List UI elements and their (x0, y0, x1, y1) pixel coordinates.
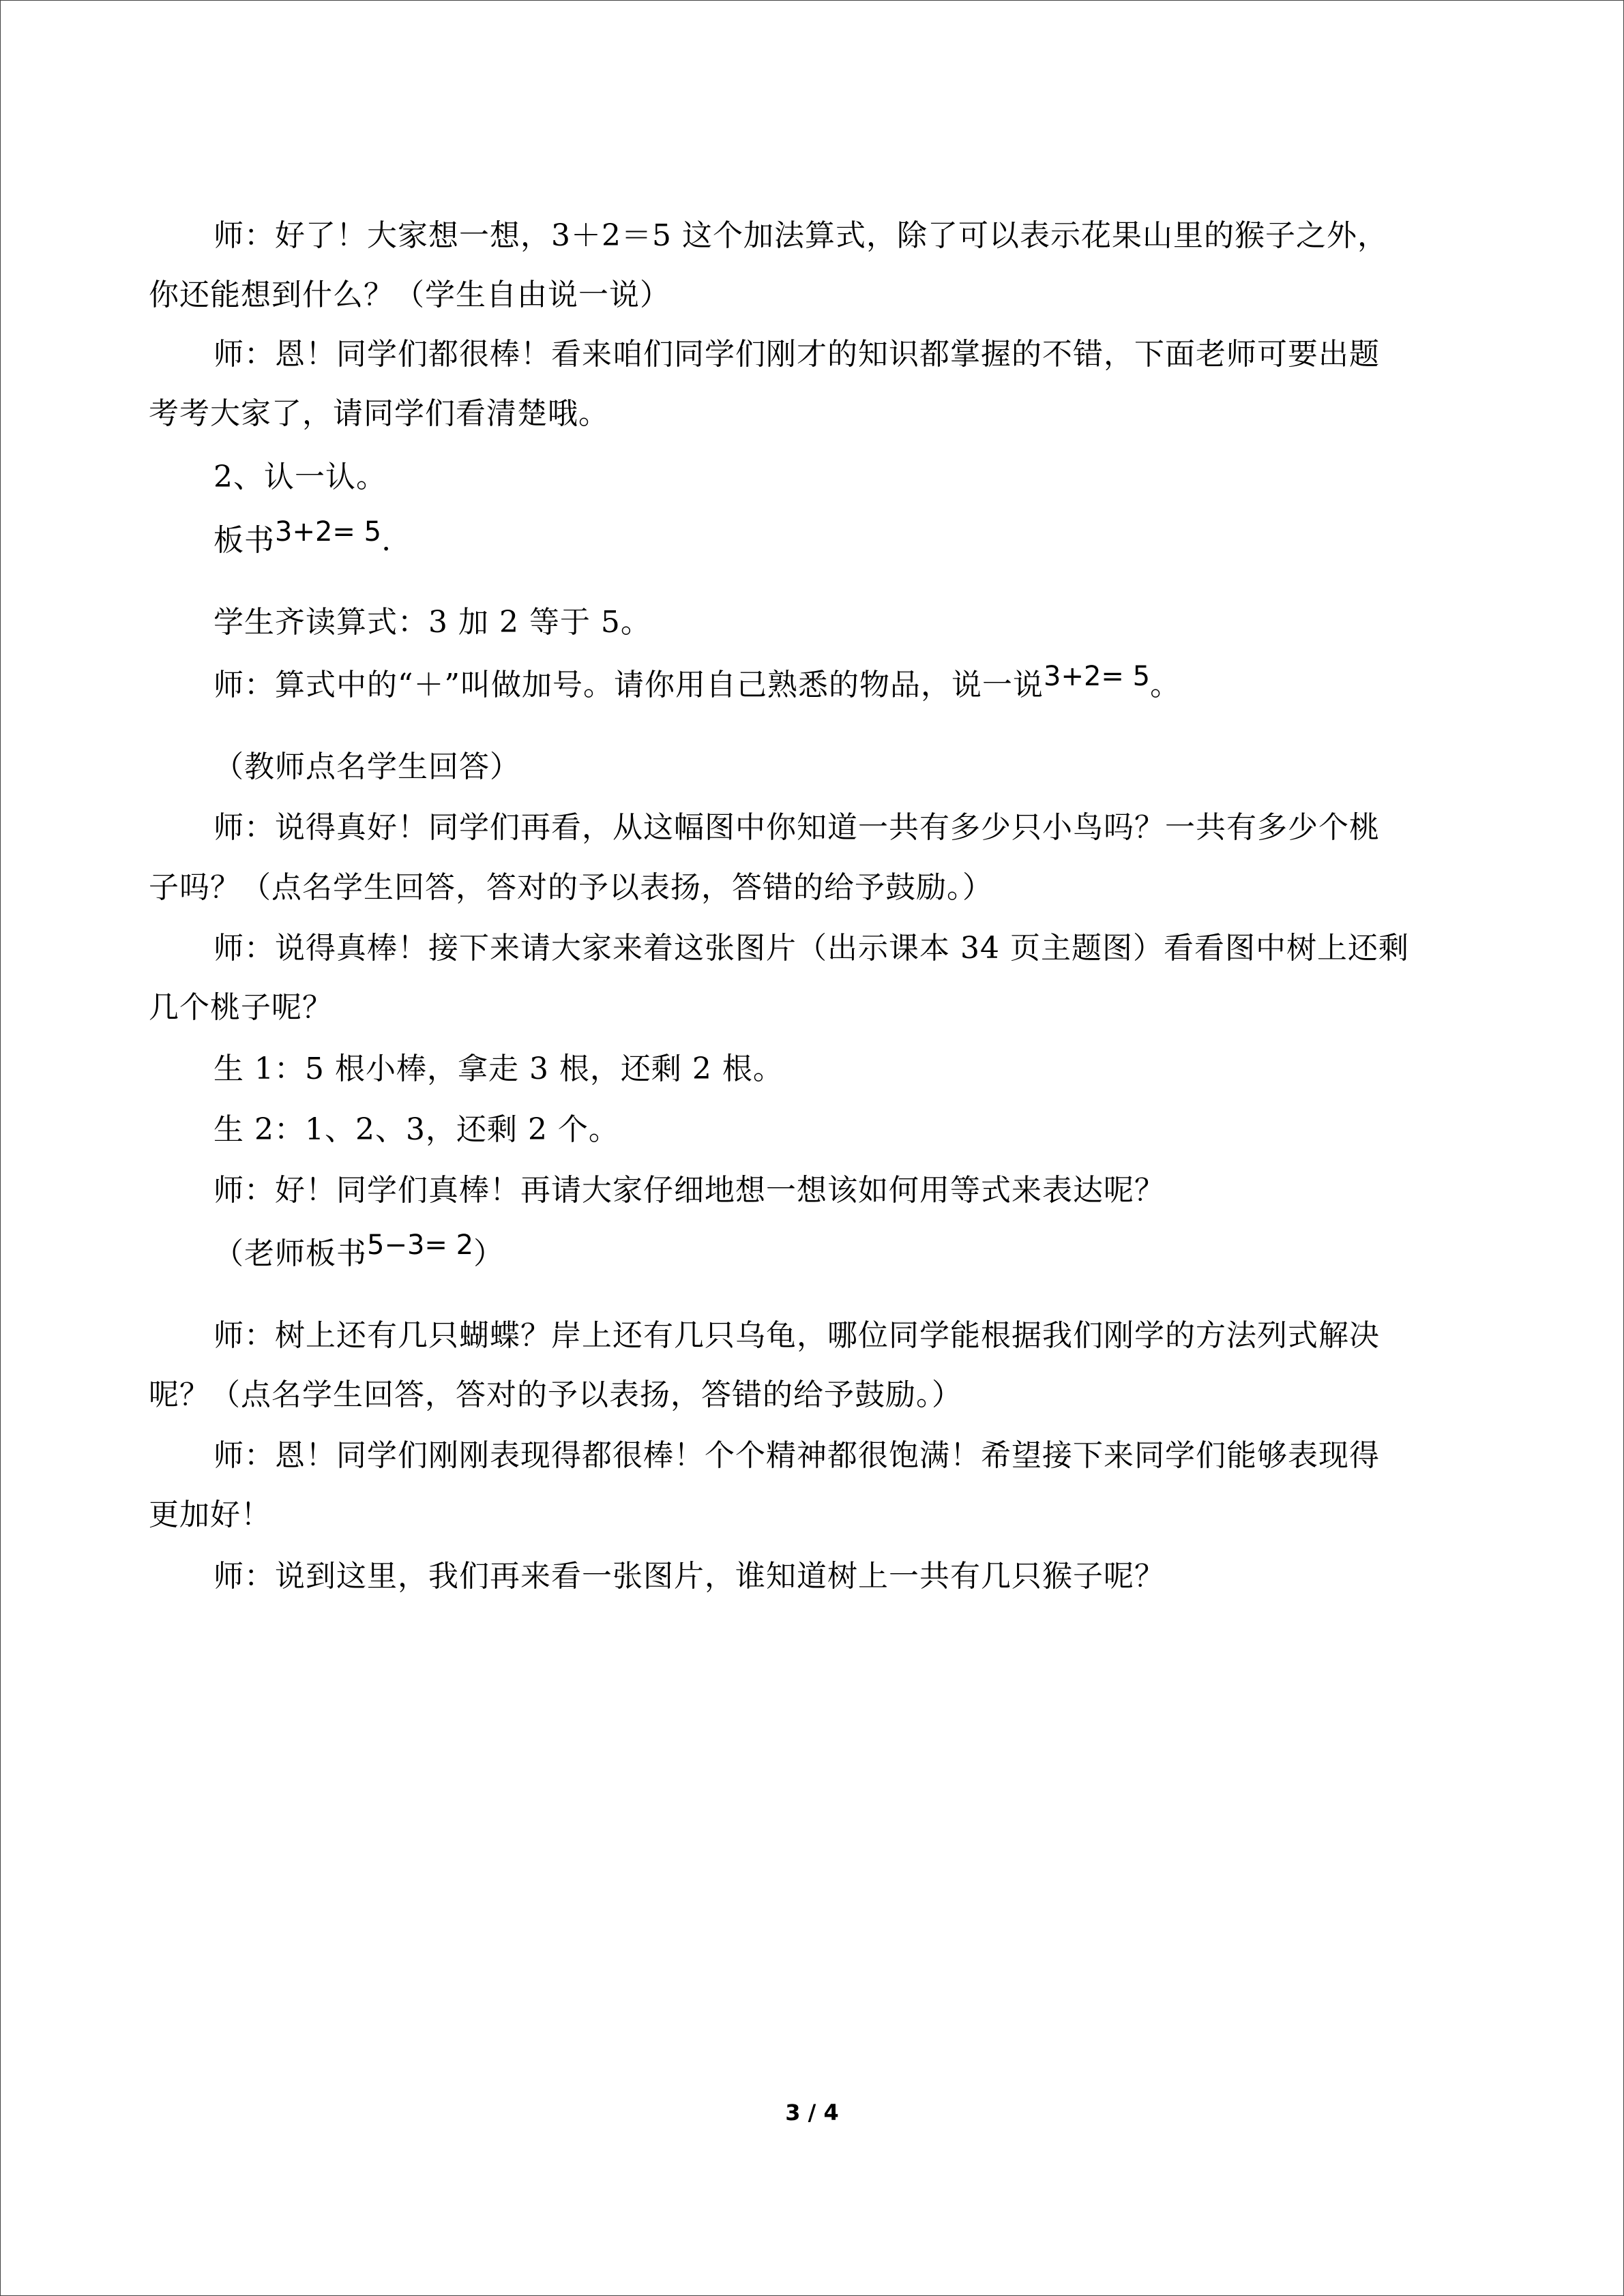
paragraph-9-line-1: 师：说得真棒！接下来请大家来着这张图片（出示课本 34 页主题图）看看图中树上还剩 (213, 931, 1409, 966)
paragraph-1-line-2: 你还能想到什么？（学生自由说一说） (149, 278, 670, 312)
paragraph-15-line-1: 师：恩！同学们刚刚表现得都很棒！个个精神都很饱满！希望接下来同学们能够表现得 (213, 1438, 1380, 1473)
paragraph-8-line-2: 子吗？（点名学生回答，答对的予以表扬，答错的给予鼓励。） (149, 870, 993, 905)
paragraph-1-line-1: 师：好了！大家想一想，3＋2＝5 这个加法算式，除了可以表示花果山里的猴子之外， (213, 218, 1388, 253)
paragraph-student-2: 生 2：1、2、3，还剩 2 个。 (213, 1112, 619, 1147)
board-writing-suffix: . (381, 523, 392, 558)
paragraph-9-line-2: 几个桃子呢？ (149, 990, 333, 1025)
paragraph-14-line-2: 呢？（点名学生回答，答对的予以表扬，答错的给予鼓励。） (149, 1377, 962, 1412)
board-writing-label: 板书 (213, 523, 275, 558)
paragraph-teacher-call: （教师点名学生回答） (213, 749, 520, 784)
subtraction-formula: 5−3= 2 (367, 1229, 474, 1261)
addition-formula-inline: 3+2= 5 (1044, 661, 1151, 692)
paragraph-teacher-ask: 师：好！同学们真棒！再请大家仔细地想一想该如何用等式来表达呢？ (213, 1173, 1165, 1208)
paragraph-15-line-2: 更加好！ (149, 1497, 271, 1532)
paragraph-student-1: 生 1：5 根小棒，拿走 3 根，还剩 2 根。 (213, 1052, 784, 1086)
paragraph-2-line-1: 师：恩！同学们都很棒！看来咱们同学们刚才的知识都掌握的不错，下面老师可要出题 (213, 337, 1380, 372)
subtraction-board-label: （老师板书 (213, 1236, 367, 1271)
paragraph-read-formula: 学生齐读算式：3 加 2 等于 5。 (213, 605, 651, 640)
paragraph-plus-sign (213, 661, 1181, 706)
plus-sign-suffix: 。 (1150, 668, 1181, 702)
paragraph-8-line-1: 师：说得真好！同学们再看，从这幅图中你知道一共有多少只小鸟吗？一共有多少个桃 (213, 810, 1380, 845)
subtraction-board-suffix: ） (473, 1236, 505, 1271)
paragraph-board-writing (213, 516, 392, 562)
paragraph-monkey-question: 师：说到这里，我们再来看一张图片，谁知道树上一共有几只猴子呢？ (213, 1559, 1165, 1594)
paragraph-14-line-1: 师：树上还有几只蝴蝶？岸上还有几只乌龟，哪位同学能根据我们刚学的方法列式解决 (213, 1318, 1380, 1353)
section-heading-recognize: 2、认一认。 (213, 460, 387, 494)
paragraph-subtraction-board (213, 1229, 505, 1275)
addition-formula: 3+2= 5 (275, 516, 382, 548)
paragraph-2-line-2: 考考大家了，请同学们看清楚哦。 (149, 396, 609, 431)
plus-sign-text: 师：算式中的“＋”叫做加号。请你用自己熟悉的物品，说一说 (213, 668, 1044, 702)
page-number: 3 / 4 (785, 2100, 839, 2126)
